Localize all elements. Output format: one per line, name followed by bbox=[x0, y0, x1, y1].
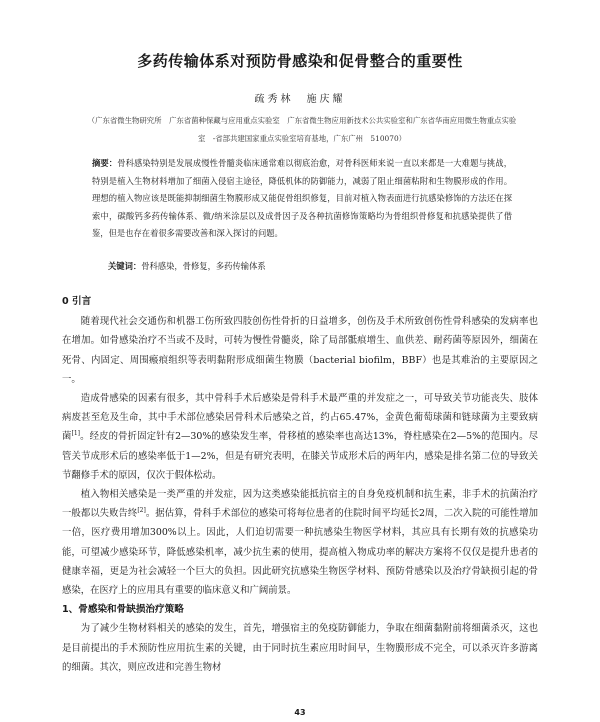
keywords bbox=[92, 258, 512, 276]
paper-title: 多药传输体系对预防骨感染和促骨整合的重要性 bbox=[137, 52, 463, 70]
citation-2[interactable]: [2] bbox=[137, 507, 146, 515]
section-heading-1: 1、骨感染和骨缺损治疗策略 bbox=[62, 604, 184, 616]
abstract-text: 骨科感染特别是发展成慢性骨髓炎临床通常难以彻底治愈，对骨科医师来说一直以来都是一大难题与挑战，特别是植入生物材料增加了细菌入侵宿主途径，降低机体的防御能力，减弱了阻止细菌粘附和生物膜形成的作用。理想的植入物应该是既能抑制细菌生物膜形成又能促骨组织修复，目前对植入物表面进行抗感染修饰的方法还在探索中，碳酸钙多药传输体系、微/纳米涂层以及成骨因子及各种抗菌修饰策略均为骨组织骨修复和抗感染提供了借鉴，但是也存在着很多需要改善和深入探讨的问题。 bbox=[92, 158, 512, 239]
section-heading-intro: 0 引言 bbox=[62, 296, 92, 307]
affiliation: （广东省微生物研究所 广东省菌种保藏与应用重点实验室 广东省微生物应用新技术公共实验室和广东省华南应用微生物重点实验室 -省部共建国家重点实验室培育基地，广东广州 510070） bbox=[87, 116, 517, 143]
paragraph-1: 随着现代社会交通伤和机器工伤所致四肢创伤性骨折的日益增多，创伤及手术所致创伤性骨科感染的发病率也在增加。如骨感染治疗不当或不及时，可转为慢性骨髓炎，除了局部骶痕增生、血供差、耐药菌等原因外，细菌在死骨、内固定、周围瘢痕组织等表明黏附形成细菌生物膜（bacterial biofilm，BBF）也是其难治的主要原因之一。 bbox=[62, 316, 538, 385]
paragraph-2-part-a: 造成骨感染的因素有很多，其中骨科手术后感染是骨科手术最严重的并发症之一，可导致关节功能丧失、肢体病废甚至危及生命，其中手术部位感染居骨科术后感染之首，约占65.47%，金黄色葡萄球菌和链球菌为主要致病菌 bbox=[62, 393, 538, 443]
body-text bbox=[62, 292, 538, 677]
paragraph-2 bbox=[62, 389, 538, 485]
keywords-label: 关键词： bbox=[108, 261, 142, 271]
abstract bbox=[92, 155, 512, 243]
citation-1[interactable]: [1] bbox=[71, 430, 80, 438]
abstract-label: 摘要： bbox=[92, 158, 118, 168]
keywords-text: 骨科感染，骨修复，多药传输体系 bbox=[141, 261, 266, 271]
paragraph-3-part-a: 植入物相关感染是一类严重的并发症，因为这类感染能抵抗宿主的自身免疫机制和抗生素，非手术的抗菌治疗一般都以失败告终 bbox=[62, 489, 538, 520]
paragraph-3 bbox=[62, 485, 538, 600]
author-list: 疏秀林 施庆耀 bbox=[254, 94, 346, 105]
paragraph-4: 为了减少生物材料相关的感染的发生，首先，增强宿主的免疫防御能力，争取在细菌黏附前将细菌杀灭，这也是目前提出的手术预防性应用抗生素的关键，由于同时抗生素应用时间早，生物膜形成不完全，可以杀灭许多游离的细菌。其次，则应改进和完善生物材 bbox=[62, 623, 538, 673]
paragraph-2-part-b: 。经皮的骨折固定针有2—30%的感染发生率，骨移植的感染率也高达13%，脊柱感染在2—5%的范围内。尽管关节成形术后的感染率低于1—2%，但是有研究表明，在膝关节成形术后的两年内，感染是排名第二位的导致关节翻修手术的原因，仅次于假体松动。 bbox=[62, 431, 538, 481]
page-number: 43 bbox=[294, 708, 306, 717]
paragraph-3-part-b: 。据估算，骨科手术部位的感染可将每位患者的住院时间平均延长2周，二次入院的可能性增加一倍，医疗费用增加300%以上。因此，人们迫切需要一种抗感染生物医学材料，其应具有长期有效的抗感染功能，可望减少感染环节，降低感染机率，减少抗生素的使用，提高植入物成功率的解决方案将不仅仅是提升患者的健康幸福，更是为社会减轻一个巨大的负担。因此研究抗感染生物医学材料、预防骨感染以及治疗骨缺损引起的骨感染，在医疗上的应用具有重要的临床意义和广阔前景。 bbox=[62, 508, 538, 597]
